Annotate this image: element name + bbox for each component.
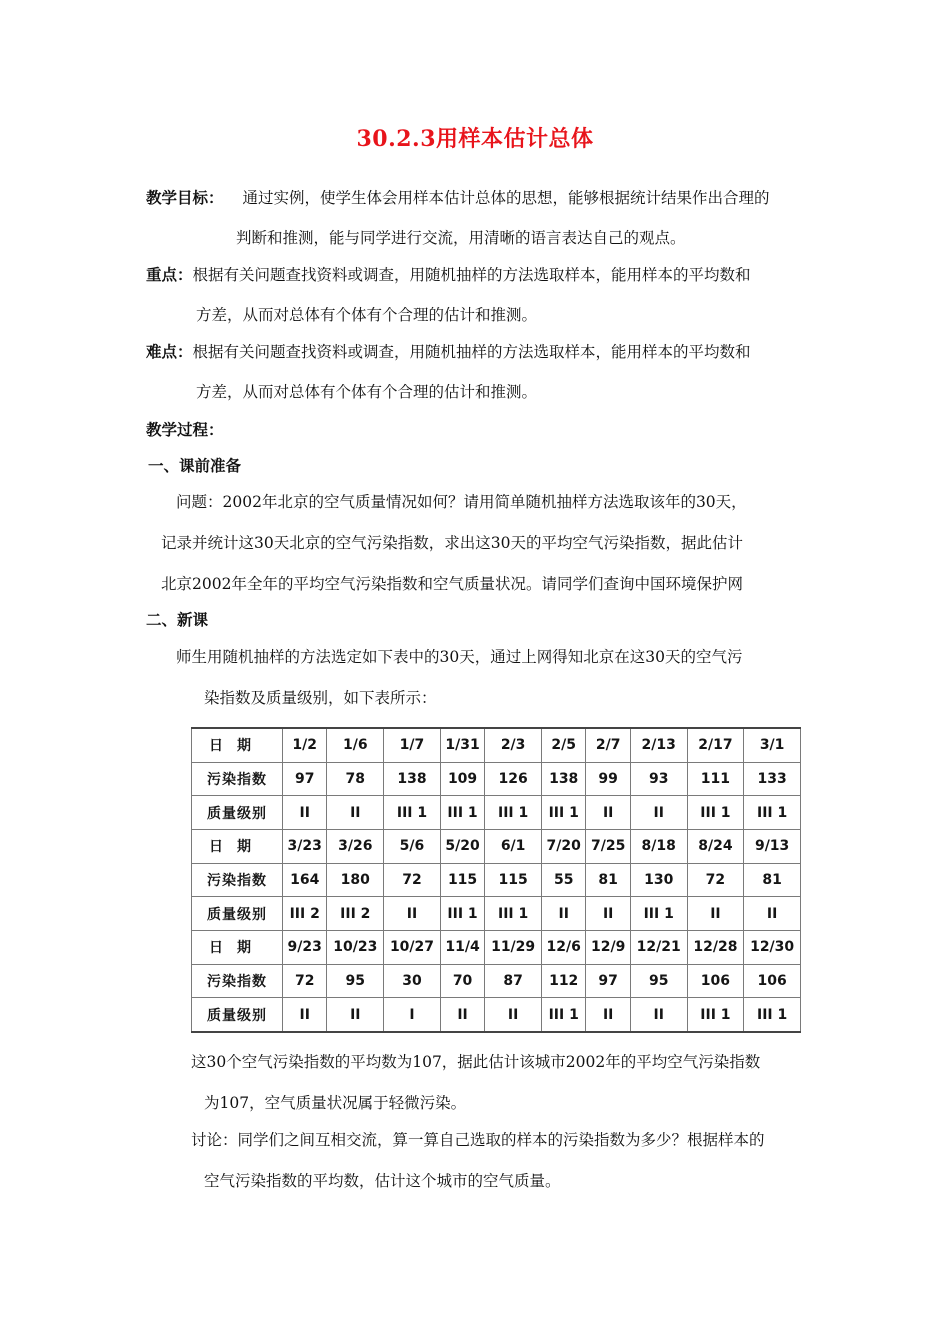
row-header: 质量级别 (192, 796, 283, 830)
table-cell: 11/4 (440, 930, 484, 964)
table-index-row (192, 964, 801, 998)
section2-line-2: 染指数及质量级别，如下表所示： (204, 689, 437, 707)
table-cell: III 1 (440, 897, 484, 931)
row-header: 日期 (192, 728, 283, 762)
table-cell: II (586, 897, 630, 931)
discussion-line-2: 空气污染指数的平均数，估计这个城市的空气质量。 (204, 1172, 561, 1190)
table-cell: II (283, 998, 327, 1032)
table-cell: 93 (630, 762, 687, 796)
row-header: 污染指数 (192, 863, 283, 897)
table-cell: III 2 (283, 897, 327, 931)
table-cell: 12/9 (586, 930, 630, 964)
table-cell: 3/23 (283, 829, 327, 863)
table-cell: 115 (440, 863, 484, 897)
table-cell: 138 (384, 762, 441, 796)
difficulties-label: 难点： (146, 342, 193, 361)
table-cell: 2/3 (485, 728, 542, 762)
table-cell: 8/18 (630, 829, 687, 863)
table-cell: 78 (327, 762, 384, 796)
table-cell: III 1 (687, 796, 744, 830)
difficulties-line-2: 方差，从而对总体有个体有个合理的估计和推测。 (196, 383, 538, 401)
table-cell: II (440, 998, 484, 1032)
objectives-text-1: 通过实例，使学生体会用样本估计总体的思想，能够根据统计结果作出合理的 (242, 189, 770, 207)
table-cell: 12/6 (541, 930, 585, 964)
table-cell: 106 (744, 964, 801, 998)
table-cell: 72 (283, 964, 327, 998)
table-cell: III 2 (327, 897, 384, 931)
section1-line-3: 北京2002年全年的平均空气污染指数和空气质量状况。请同学们查询中国环境保护网 (161, 575, 743, 593)
table-cell: III 1 (744, 998, 801, 1032)
key-points-line-2: 方差，从而对总体有个体有个合理的估计和推测。 (196, 306, 538, 324)
table-cell: II (687, 897, 744, 931)
table-cell: 164 (283, 863, 327, 897)
table-cell: 180 (327, 863, 384, 897)
table-cell: 10/27 (384, 930, 441, 964)
table-cell: III 1 (687, 998, 744, 1032)
section2-line-1: 师生用随机抽样的方法选定如下表中的30天，通过上网得知北京在这30天的空气污 (176, 648, 743, 666)
section1-line-1: 问题：2002年北京的空气质量情况如何？请用简单随机抽样方法选取该年的30天， (176, 493, 747, 511)
table-cell: 70 (440, 964, 484, 998)
conclusion-line-2: 为107，空气质量状况属于轻微污染。 (204, 1094, 467, 1112)
row-header: 污染指数 (192, 964, 283, 998)
table-cell: III 1 (744, 796, 801, 830)
table-cell: 126 (485, 762, 542, 796)
table-date-row (192, 930, 801, 964)
table-cell: 12/21 (630, 930, 687, 964)
table-grade-row (192, 998, 801, 1032)
difficulties-text-1: 根据有关问题查找资料或调查，用随机抽样的方法选取样本，能用样本的平均数和 (192, 343, 751, 361)
table-cell: 1/6 (327, 728, 384, 762)
section1-heading: 一、课前准备 (148, 456, 242, 475)
table-grade-row (192, 796, 801, 830)
table-cell: 6/1 (485, 829, 542, 863)
row-header: 质量级别 (192, 897, 283, 931)
table-cell: 2/17 (687, 728, 744, 762)
table-cell: 97 (586, 964, 630, 998)
table-cell: I (384, 998, 441, 1032)
table-cell: II (586, 998, 630, 1032)
table-cell: 2/7 (586, 728, 630, 762)
table-cell: 10/23 (327, 930, 384, 964)
table-cell: 1/7 (384, 728, 441, 762)
table-cell: 99 (586, 762, 630, 796)
table-cell: II (327, 796, 384, 830)
table-cell: II (630, 998, 687, 1032)
row-header: 污染指数 (192, 762, 283, 796)
table-cell: 12/30 (744, 930, 801, 964)
key-points-line-1 (146, 265, 751, 285)
table-cell: 95 (327, 964, 384, 998)
difficulties-line-1 (146, 342, 751, 362)
table-cell: III 1 (541, 796, 585, 830)
discussion-line-1: 讨论：同学们之间互相交流，算一算自己选取的样本的污染指数为多少？根据样本的 (191, 1131, 765, 1149)
objectives-line-2: 判断和推测，能与同学进行交流，用清晰的语言表达自己的观点。 (236, 229, 686, 247)
table-cell: II (327, 998, 384, 1032)
table-cell: III 1 (485, 796, 542, 830)
key-points-text-1: 根据有关问题查找资料或调查，用随机抽样的方法选取样本，能用样本的平均数和 (192, 266, 751, 284)
table-cell: 115 (485, 863, 542, 897)
table-cell: 5/20 (440, 829, 484, 863)
table-cell: II (485, 998, 542, 1032)
table-cell: 7/20 (541, 829, 585, 863)
table-cell: III 1 (440, 796, 484, 830)
table-cell: 1/2 (283, 728, 327, 762)
table-cell: 55 (541, 863, 585, 897)
objectives-label: 教学目标： (146, 188, 224, 207)
row-header: 日期 (192, 930, 283, 964)
table-cell: II (283, 796, 327, 830)
table-cell: 133 (744, 762, 801, 796)
table-cell: 72 (687, 863, 744, 897)
section1-line-2: 记录并统计这30天北京的空气污染指数，求出这30天的平均空气污染指数，据此估计 (161, 534, 743, 552)
table-cell: 130 (630, 863, 687, 897)
table-cell: 95 (630, 964, 687, 998)
objectives-line-1 (146, 188, 769, 208)
table-cell: 112 (541, 964, 585, 998)
table-cell: 97 (283, 762, 327, 796)
table-cell: III 1 (630, 897, 687, 931)
table-cell: II (384, 897, 441, 931)
table-cell: 1/31 (440, 728, 484, 762)
process-heading: 教学过程： (146, 420, 224, 439)
air-quality-table (191, 727, 801, 1033)
table-index-row (192, 863, 801, 897)
table-cell: 3/1 (744, 728, 801, 762)
table-cell: 5/6 (384, 829, 441, 863)
table-cell: 9/13 (744, 829, 801, 863)
table-cell: III 1 (485, 897, 542, 931)
table-cell: 109 (440, 762, 484, 796)
table-cell: 11/29 (485, 930, 542, 964)
table-date-row (192, 829, 801, 863)
table-cell: II (630, 796, 687, 830)
table-index-row (192, 762, 801, 796)
table-cell: 87 (485, 964, 542, 998)
row-header: 日期 (192, 829, 283, 863)
table-cell: II (541, 897, 585, 931)
table-cell: 12/28 (687, 930, 744, 964)
table-cell: 8/24 (687, 829, 744, 863)
table-cell: 9/23 (283, 930, 327, 964)
table-cell: 7/25 (586, 829, 630, 863)
table-date-row (192, 728, 801, 762)
table-cell: III 1 (384, 796, 441, 830)
table-cell: II (744, 897, 801, 931)
table-cell: 2/5 (541, 728, 585, 762)
table-cell: 81 (586, 863, 630, 897)
table-cell: 30 (384, 964, 441, 998)
table-cell: 111 (687, 762, 744, 796)
table-cell: 138 (541, 762, 585, 796)
table-cell: 72 (384, 863, 441, 897)
table-cell: III 1 (541, 998, 585, 1032)
table-cell: 2/13 (630, 728, 687, 762)
table-cell: 81 (744, 863, 801, 897)
conclusion-line-1: 这30个空气污染指数的平均数为107，据此估计该城市2002年的平均空气污染指数 (191, 1053, 761, 1071)
page-title: 30.2.3用样本估计总体 (356, 126, 594, 152)
table-cell: II (586, 796, 630, 830)
row-header: 质量级别 (192, 998, 283, 1032)
table-grade-row (192, 897, 801, 931)
table-cell: 106 (687, 964, 744, 998)
key-points-label: 重点： (146, 265, 193, 284)
table-cell: 3/26 (327, 829, 384, 863)
section2-heading: 二、新课 (146, 610, 209, 629)
